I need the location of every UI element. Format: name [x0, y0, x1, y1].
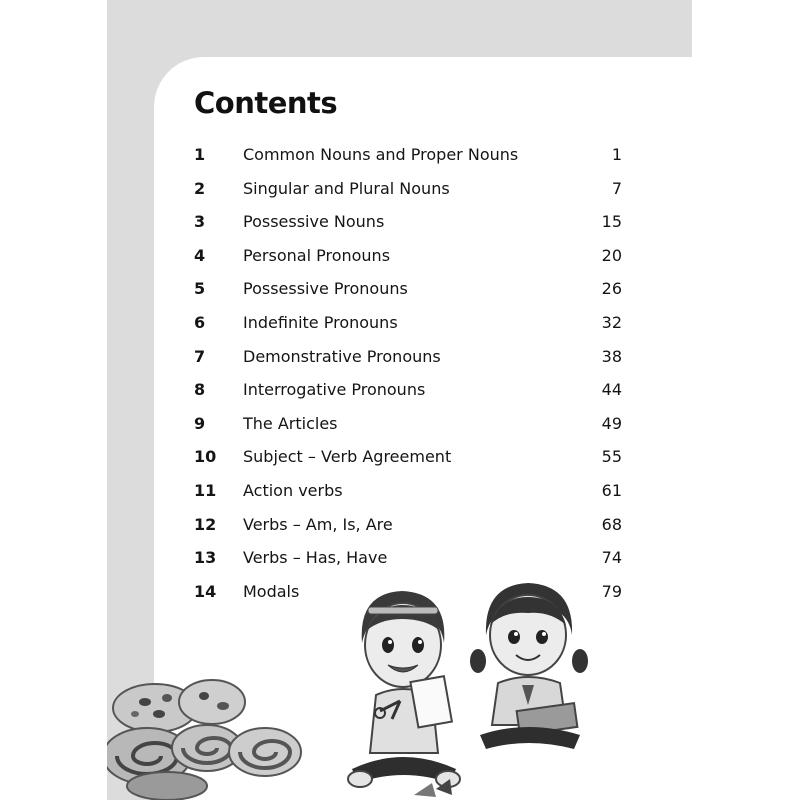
toc-entry[interactable]	[194, 372, 624, 406]
chapter-number: 10	[194, 447, 217, 467]
girl-reading-illustration	[470, 575, 590, 753]
page-number: 1	[611, 145, 622, 164]
chapter-title: Action verbs	[243, 480, 343, 500]
toc-entry[interactable]	[194, 204, 624, 238]
chapter-number: 12	[194, 514, 217, 534]
page-number: 44	[601, 380, 622, 400]
chapter-number: 1	[194, 145, 206, 164]
page-number: 38	[601, 346, 622, 366]
page-number: 68	[601, 514, 622, 534]
cookies-illustration	[107, 668, 302, 800]
toc-entry[interactable]	[194, 137, 624, 171]
chapter-title: Singular and Plural Nouns	[243, 178, 450, 198]
page-number: 49	[601, 413, 622, 433]
page-title: Contents	[194, 86, 338, 120]
page-number: 32	[601, 312, 622, 332]
toc-entry[interactable]	[194, 305, 624, 339]
page-number: 61	[601, 480, 622, 500]
chapter-title: Subject – Verb Agreement	[243, 447, 452, 467]
chapter-title: Personal Pronouns	[243, 245, 391, 265]
toc-entry[interactable]	[194, 406, 624, 440]
chapter-number: 2	[194, 178, 206, 198]
page-number: 26	[601, 279, 622, 299]
toc-entry[interactable]	[194, 507, 624, 541]
chapter-number: 7	[194, 346, 206, 366]
chapter-title: Demonstrative Pronouns	[243, 346, 441, 366]
toc-entry[interactable]	[194, 171, 624, 205]
table-of-contents	[194, 137, 624, 607]
chapter-title: Verbs – Has, Have	[243, 548, 388, 568]
chapter-number: 13	[194, 548, 217, 568]
page-number: 20	[601, 245, 622, 265]
chapter-title: Indefinite Pronouns	[243, 312, 398, 332]
page-number: 55	[601, 447, 622, 467]
girl-cutting-paper-illustration	[340, 583, 470, 800]
toc-entry[interactable]	[194, 540, 624, 574]
chapter-title: The Articles	[243, 413, 338, 433]
toc-entry[interactable]	[194, 271, 624, 305]
toc-entry[interactable]	[194, 238, 624, 272]
chapter-number: 11	[194, 480, 217, 500]
chapter-number: 6	[194, 312, 206, 332]
page-number: 7	[611, 178, 622, 198]
chapter-title: Possessive Nouns	[243, 212, 385, 232]
page-number: 79	[601, 581, 622, 601]
chapter-title: Verbs – Am, Is, Are	[243, 514, 393, 534]
chapter-title: Possessive Pronouns	[243, 279, 408, 299]
toc-entry[interactable]	[194, 339, 624, 373]
chapter-number: 8	[194, 380, 206, 400]
chapter-number: 9	[194, 413, 206, 433]
chapter-number: 4	[194, 245, 206, 265]
chapter-number: 5	[194, 279, 206, 299]
chapter-number: 3	[194, 212, 206, 232]
toc-entry[interactable]	[194, 473, 624, 507]
toc-entry[interactable]	[194, 439, 624, 473]
chapter-title: Interrogative Pronouns	[243, 380, 426, 400]
chapter-title: Modals	[243, 581, 300, 601]
chapter-number: 14	[194, 581, 217, 601]
page-number: 15	[601, 212, 622, 232]
chapter-title: Common Nouns and Proper Nouns	[243, 145, 519, 164]
page-number: 74	[601, 548, 622, 568]
